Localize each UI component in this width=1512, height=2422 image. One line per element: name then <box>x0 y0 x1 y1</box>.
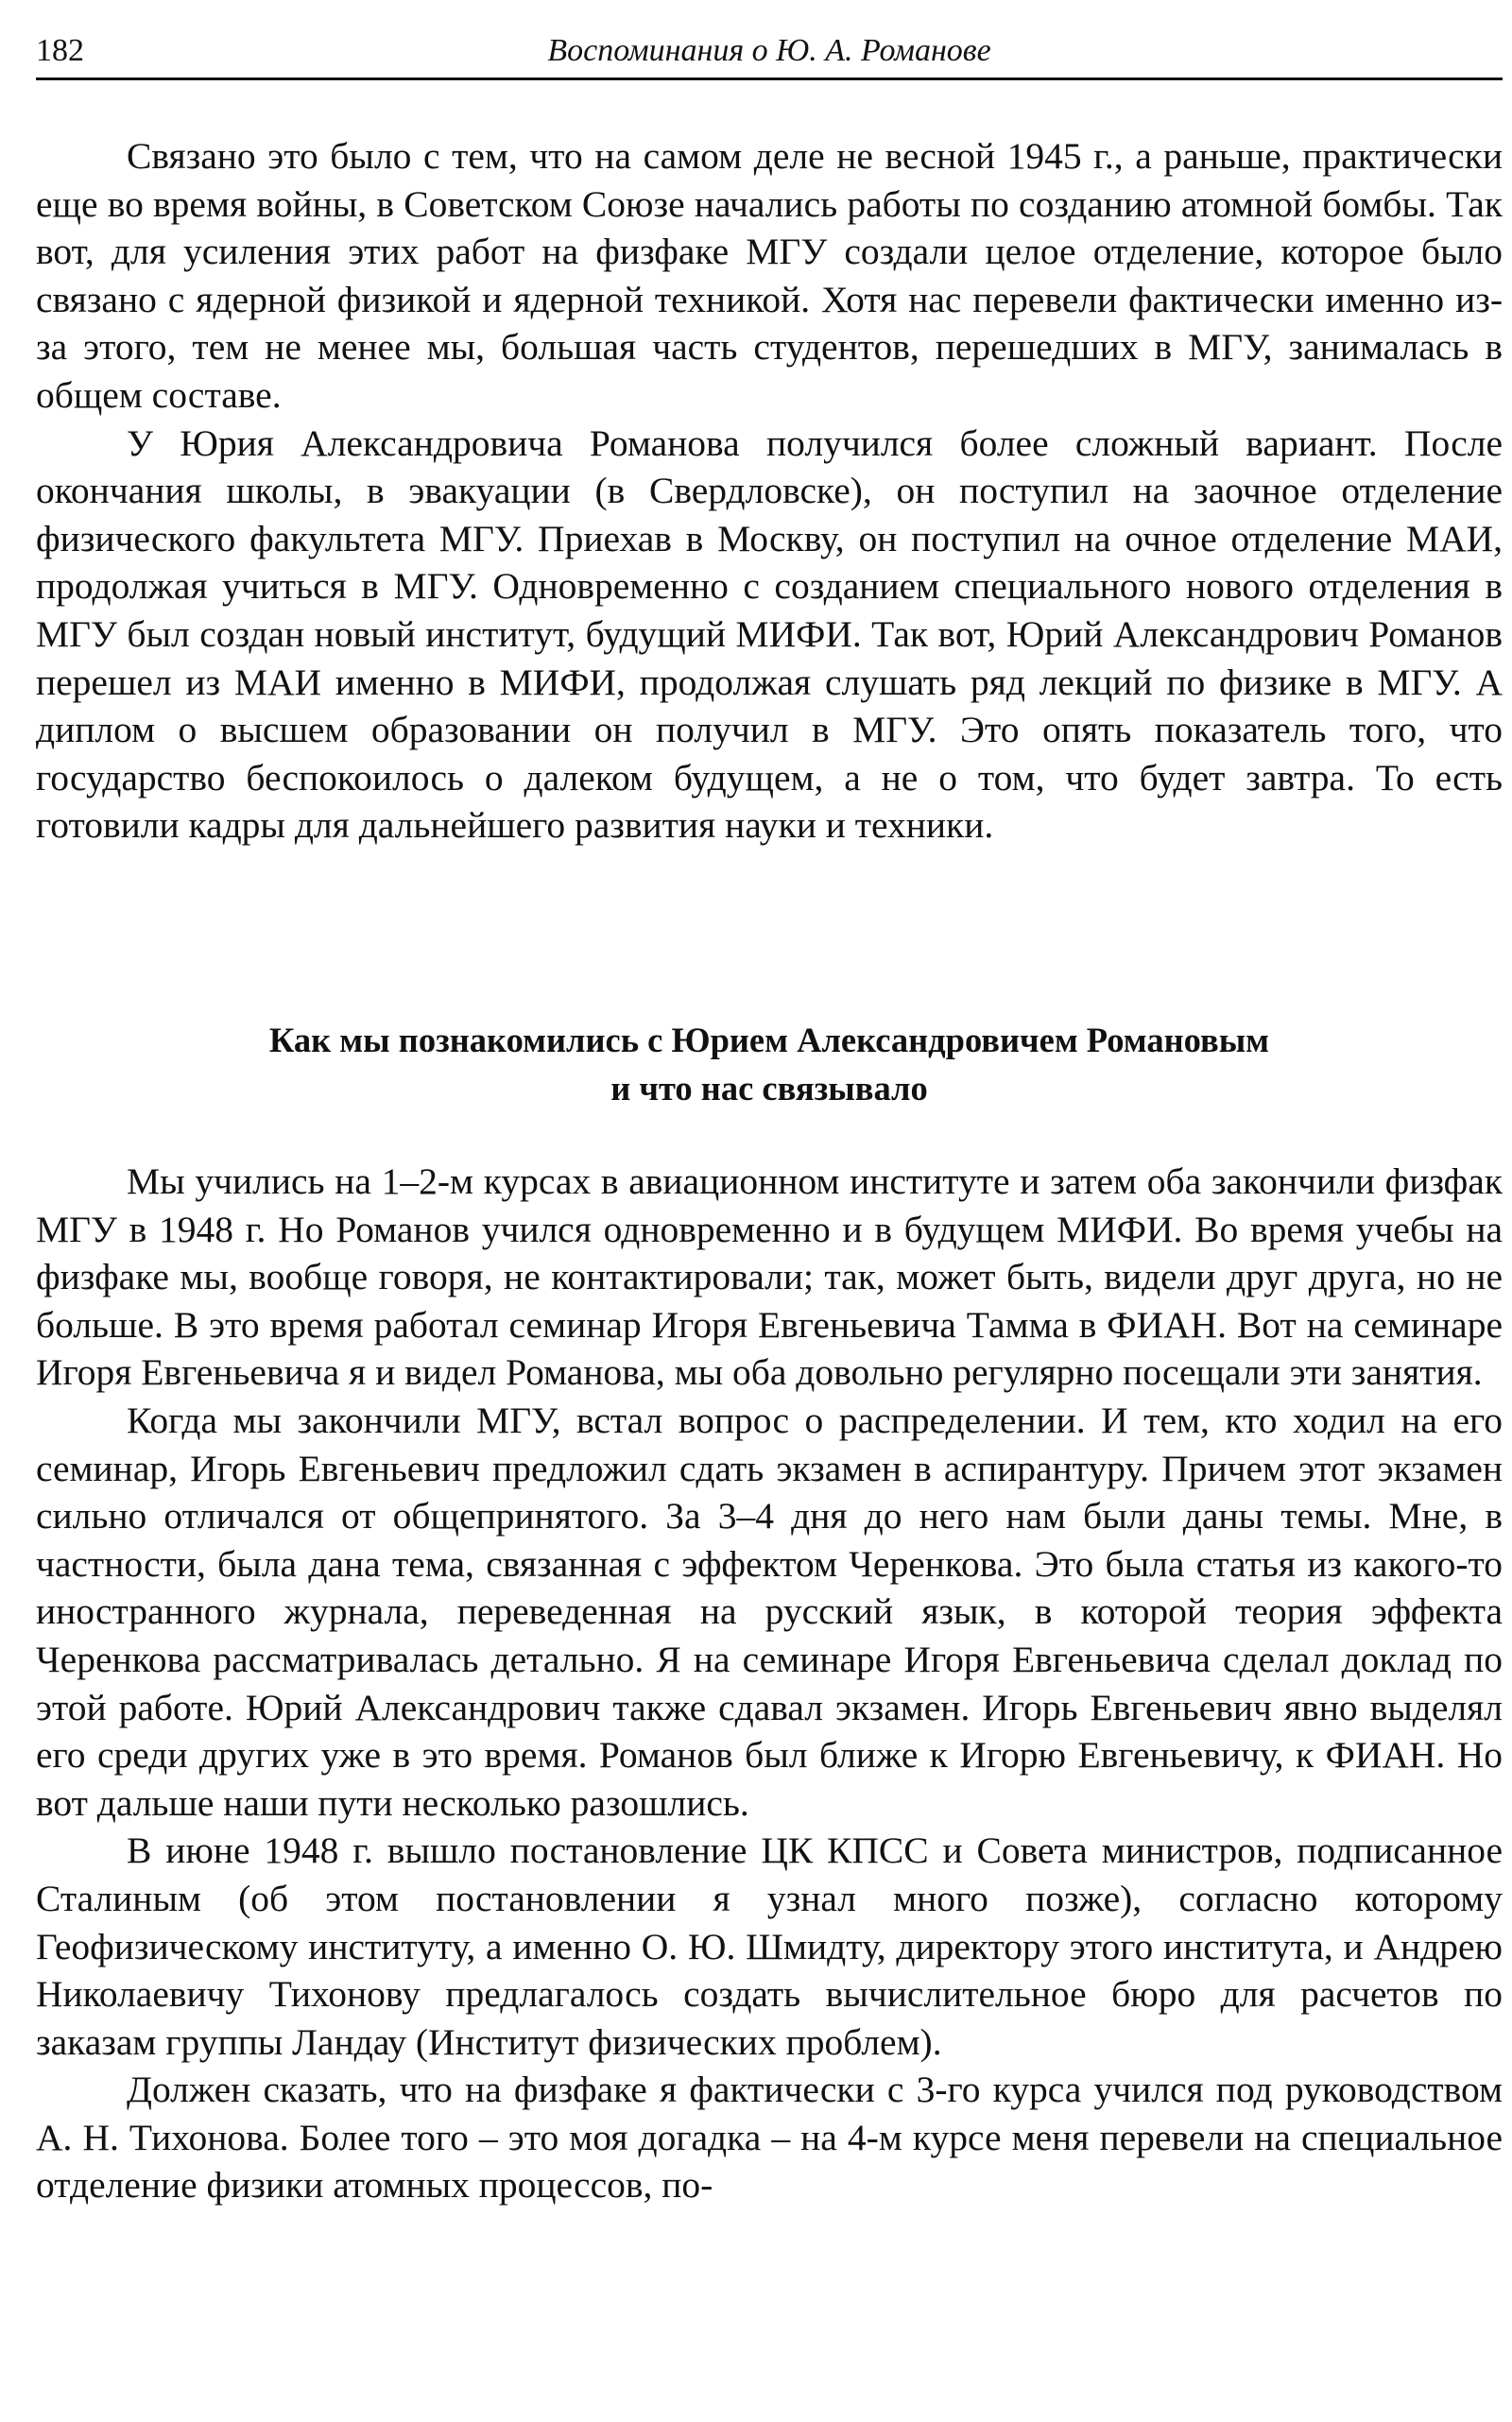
running-header <box>36 26 1503 76</box>
paragraph: Мы учились на 1–2-м курсах в авиационном институте и затем оба закончили физфак МГУ в 1948 г. Но Романов учился одновременно и в будущем МИФИ. Во время учебы на физфаке мы, вообще говоря, не контактировали; так, может быть, видели друг друга, но не больше. В это время работал семинар Игоря Евгеньевича Тамма в ФИАН. Вот на семинаре Игоря Евгеньевича я и видел Романова, мы оба довольно регулярно посещали эти занятия. <box>36 1160 1503 1394</box>
header-rule <box>36 77 1503 80</box>
section-heading <box>36 1016 1503 1112</box>
running-title: Воспоминания о Ю. А. Романове <box>547 33 991 68</box>
paragraph: Когда мы закончили МГУ, встал вопрос о распределении. И тем, кто ходил на его семинар, Игорь Евгеньевич предложил сдать экзамен в аспирантуру. Причем этот экзамен сильно отличался от общепринятого. За 3–4 дня до него нам были даны темы. Мне, в частности, была дана тема, связанная с эффектом Черенкова. Это была статья из какого-то иностранного журнала, переведенная на русский язык, в которой теория эффекта Черенкова рассматривалась детально. Я на семинаре Игоря Евгеньевича сделал доклад по этой работе. Юрий Александрович также сдавал экзамен. Игорь Евгеньевич явно выделял его среди других уже в это время. Романов был ближе к Игорю Евгеньевичу, к ФИАН. Но вот дальше наши пути несколько разошлись. <box>36 1399 1503 1824</box>
text-block-top <box>36 132 1503 850</box>
page-number: 182 <box>36 33 84 68</box>
text-block-bottom <box>36 1158 1503 2209</box>
paragraph: У Юрия Александровича Романова получился более сложный вариант. После окончания школы, в эвакуации (в Свердловске), он поступил на заочное отделение физического факультета МГУ. Приехав в Москву, он поступил на очное отделение МАИ, продолжая учиться в МГУ. Одновременно с созданием специального нового отделения в МГУ был создан новый институт, будущий МИФИ. Так вот, Юрий Александрович Романов перешел из МАИ именно в МИФИ, продолжая слушать ряд лекций по физике в МГУ. А диплом о высшем образовании он получил в МГУ. Это опять показатель того, что государство беспокоилось о далеком будущем, а не о том, что будет завтра. То есть готовили кадры для дальнейшего развития науки и техники. <box>36 421 1503 847</box>
paragraph: В июне 1948 г. вышло постановление ЦК КПСС и Совета министров, подписанное Сталиным (об этом постановлении я узнал много позже), согласно которому Геофизическому институту, а именно О. Ю. Шмидту, директору этого института, и Андрею Николаевичу Тихонову предлагалось создать вычислительное бюро для расчетов по заказам группы Ландау (Институт физических проблем). <box>36 1829 1503 2063</box>
paragraph: Связано это было с тем, что на самом деле не весной 1945 г., а раньше, практически еще во время войны, в Советском Союзе начались работы по созданию атомной бомбы. Так вот, для усиления этих работ на физфаке МГУ создали целое отделение, которое было связано с ядерной физикой и ядерной техникой. Хотя нас перевели фактически именно из-за этого, тем не менее мы, большая часть студентов, перешедших в МГУ, занималась в общем составе. <box>36 135 1503 416</box>
section-heading-line-1: Как мы познакомились с Юрием Александровичем Романовым <box>268 1021 1270 1059</box>
paragraph: Должен сказать, что на физфаке я фактически с 3-го курса учился под руководством А. Н. Тихонова. Более того – это моя догадка – на 4-м курсе меня перевели на специальное отделение физики атомных процессов, по- <box>36 2069 1503 2207</box>
section-heading-line-2: и что нас связывало <box>610 1069 928 1108</box>
